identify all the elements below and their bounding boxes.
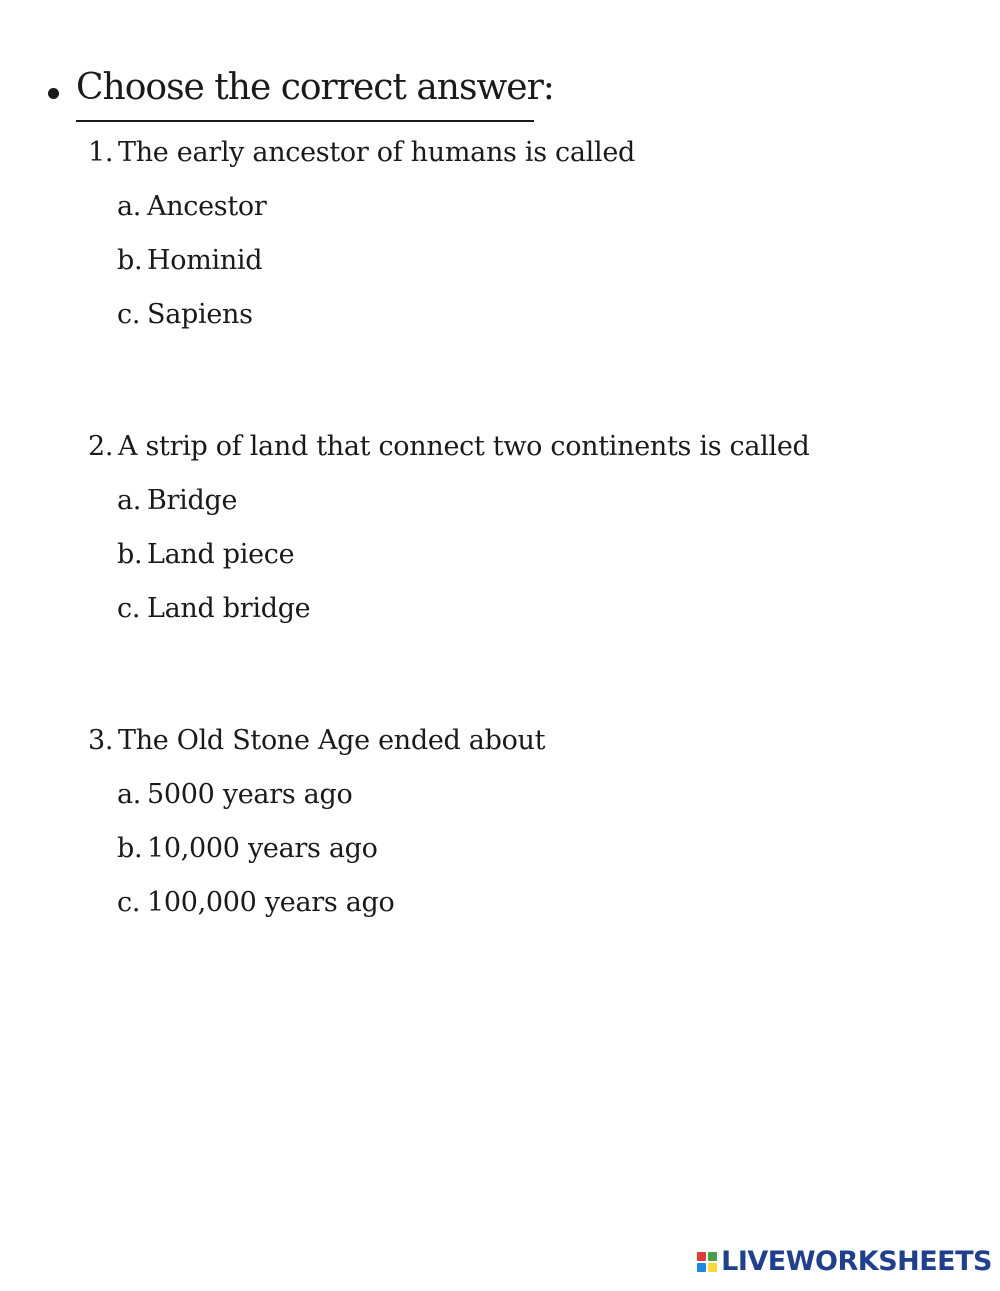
option-letter: b. <box>117 833 143 864</box>
bullet-icon <box>48 88 59 99</box>
answer-option[interactable] <box>88 180 635 234</box>
question-text: The Old Stone Age ended about <box>118 725 546 756</box>
question-number: 2. <box>88 431 114 462</box>
answer-option[interactable] <box>88 528 810 582</box>
answer-option[interactable] <box>88 474 810 528</box>
option-letter: a. <box>117 779 142 810</box>
option-text: Land piece <box>147 539 295 570</box>
answer-option[interactable] <box>88 822 545 876</box>
question-stem <box>88 126 635 180</box>
logo-square <box>708 1252 717 1261</box>
question-text: The early ancestor of humans is called <box>118 137 636 168</box>
option-text: 5000 years ago <box>147 779 353 810</box>
option-letter: c. <box>117 299 141 330</box>
question-number: 3. <box>88 725 114 756</box>
option-text: 10,000 years ago <box>147 833 378 864</box>
option-text: Ancestor <box>147 191 267 222</box>
question-3 <box>88 714 545 930</box>
heading-text: Choose the correct answer: <box>76 62 534 122</box>
option-text: Hominid <box>147 245 263 276</box>
logo-text: LIVEWORKSHEETS <box>721 1246 992 1277</box>
question-2 <box>88 420 810 636</box>
question-number: 1. <box>88 137 114 168</box>
option-letter: b. <box>117 245 143 276</box>
option-letter: c. <box>117 887 141 918</box>
option-letter: b. <box>117 539 143 570</box>
question-text: A strip of land that connect two continents is called <box>118 431 810 462</box>
logo-square <box>697 1252 706 1261</box>
answer-option[interactable] <box>88 876 545 930</box>
option-letter: a. <box>117 485 142 516</box>
answer-option[interactable] <box>88 288 635 342</box>
question-1 <box>88 126 635 342</box>
logo-square <box>697 1263 706 1272</box>
option-text: Sapiens <box>147 299 253 330</box>
answer-option[interactable] <box>88 582 810 636</box>
logo-square <box>708 1263 717 1272</box>
option-letter: a. <box>117 191 142 222</box>
option-text: Land bridge <box>147 593 311 624</box>
option-text: Bridge <box>147 485 238 516</box>
option-text: 100,000 years ago <box>147 887 395 918</box>
instructions-heading <box>48 62 554 122</box>
option-letter: c. <box>117 593 141 624</box>
question-stem <box>88 714 545 768</box>
liveworksheets-logo <box>697 1246 992 1277</box>
question-stem <box>88 420 810 474</box>
answer-option[interactable] <box>88 234 635 288</box>
logo-mark-icon <box>697 1252 717 1272</box>
answer-option[interactable] <box>88 768 545 822</box>
